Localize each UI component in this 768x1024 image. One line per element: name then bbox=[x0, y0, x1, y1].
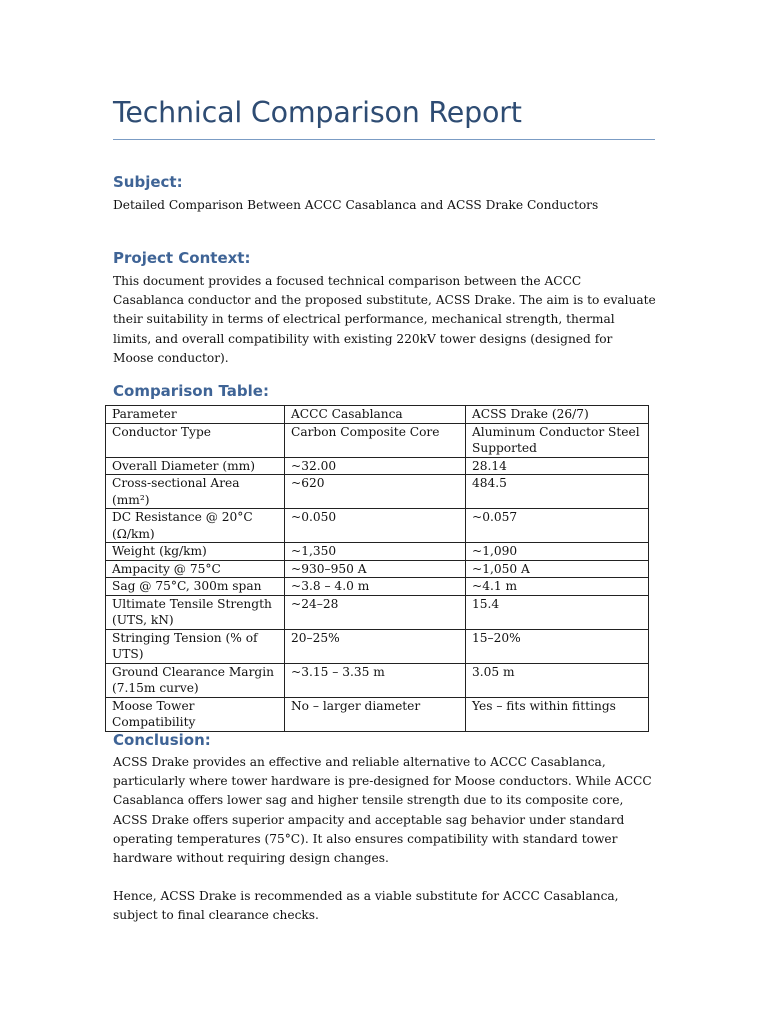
acss-value-cell: 28.14 bbox=[466, 457, 649, 475]
comparison-table bbox=[105, 405, 649, 732]
parameter-cell: Conductor Type bbox=[106, 423, 285, 457]
table-row bbox=[106, 423, 649, 457]
page-title: Technical Comparison Report bbox=[113, 96, 522, 129]
parameter-cell: Sag @ 75°C, 300m span bbox=[106, 578, 285, 596]
table-row bbox=[106, 475, 649, 509]
acss-value-cell: ~1,090 bbox=[466, 543, 649, 561]
header-cell: ACCC Casablanca bbox=[285, 406, 466, 424]
table-row bbox=[106, 578, 649, 596]
conclusion-paragraph-1: ACSS Drake provides an effective and reliable alternative to ACCC Casablanca, particularly where tower hardware is pre-designed for Moose conductors. While ACCC Casablanca offers lower sag and higher tensile strength due to its composite core, ACSS Drake offers superior ampacity and acceptable sag behavior under standard operating temperatures (75°C). It also ensures compatibility with standard tower hardware without requiring design changes. bbox=[113, 755, 652, 866]
parameter-cell: Ultimate Tensile Strength (UTS, kN) bbox=[106, 595, 285, 629]
accc-value-cell: ~32.00 bbox=[285, 457, 466, 475]
table-row bbox=[106, 663, 649, 697]
acss-value-cell: 15.4 bbox=[466, 595, 649, 629]
accc-value-cell: No – larger diameter bbox=[285, 697, 466, 731]
acss-value-cell: 15–20% bbox=[466, 629, 649, 663]
project-context-heading: Project Context: bbox=[113, 249, 251, 267]
table-row bbox=[106, 509, 649, 543]
accc-value-cell: ~3.8 – 4.0 m bbox=[285, 578, 466, 596]
parameter-cell: Moose Tower Compatibility bbox=[106, 697, 285, 731]
title-divider bbox=[113, 139, 655, 140]
table-row bbox=[106, 560, 649, 578]
parameter-cell: Weight (kg/km) bbox=[106, 543, 285, 561]
accc-value-cell: ~930–950 A bbox=[285, 560, 466, 578]
conclusion-heading: Conclusion: bbox=[113, 731, 211, 749]
table-header-row bbox=[106, 406, 649, 424]
acss-value-cell: ~1,050 A bbox=[466, 560, 649, 578]
accc-value-cell: ~620 bbox=[285, 475, 466, 509]
parameter-cell: Cross-sectional Area (mm²) bbox=[106, 475, 285, 509]
acss-value-cell: Yes – fits within fittings bbox=[466, 697, 649, 731]
accc-value-cell: ~1,350 bbox=[285, 543, 466, 561]
parameter-cell: Stringing Tension (% of UTS) bbox=[106, 629, 285, 663]
table-row bbox=[106, 457, 649, 475]
acss-value-cell: Aluminum Conductor Steel Supported bbox=[466, 423, 649, 457]
parameter-cell: DC Resistance @ 20°C (Ω/km) bbox=[106, 509, 285, 543]
acss-value-cell: ~4.1 m bbox=[466, 578, 649, 596]
table-row bbox=[106, 697, 649, 731]
accc-value-cell: ~0.050 bbox=[285, 509, 466, 543]
accc-value-cell: ~3.15 – 3.35 m bbox=[285, 663, 466, 697]
parameter-cell: Ground Clearance Margin (7.15m curve) bbox=[106, 663, 285, 697]
table-row bbox=[106, 543, 649, 561]
accc-value-cell: 20–25% bbox=[285, 629, 466, 663]
table-row bbox=[106, 595, 649, 629]
subject-text: Detailed Comparison Between ACCC Casablanca and ACSS Drake Conductors bbox=[113, 198, 599, 212]
project-context-text: This document provides a focused technical comparison between the ACCC Casablanca conductor and the proposed substitute, ACSS Drake. The aim is to evaluate their suitability in terms of electrical performance, mechanical strength, thermal limits, and overall compatibility with existing 220kV tower designs (designed for Moose conductor). bbox=[113, 274, 656, 365]
parameter-cell: Ampacity @ 75°C bbox=[106, 560, 285, 578]
table-row bbox=[106, 629, 649, 663]
comparison-table-heading: Comparison Table: bbox=[113, 382, 269, 400]
conclusion-paragraph-2: Hence, ACSS Drake is recommended as a viable substitute for ACCC Casablanca, subject to final clearance checks. bbox=[113, 889, 619, 923]
subject-heading: Subject: bbox=[113, 173, 183, 191]
parameter-cell: Overall Diameter (mm) bbox=[106, 457, 285, 475]
acss-value-cell: 3.05 m bbox=[466, 663, 649, 697]
header-cell: ACSS Drake (26/7) bbox=[466, 406, 649, 424]
accc-value-cell: ~24–28 bbox=[285, 595, 466, 629]
acss-value-cell: 484.5 bbox=[466, 475, 649, 509]
header-cell: Parameter bbox=[106, 406, 285, 424]
accc-value-cell: Carbon Composite Core bbox=[285, 423, 466, 457]
acss-value-cell: ~0.057 bbox=[466, 509, 649, 543]
